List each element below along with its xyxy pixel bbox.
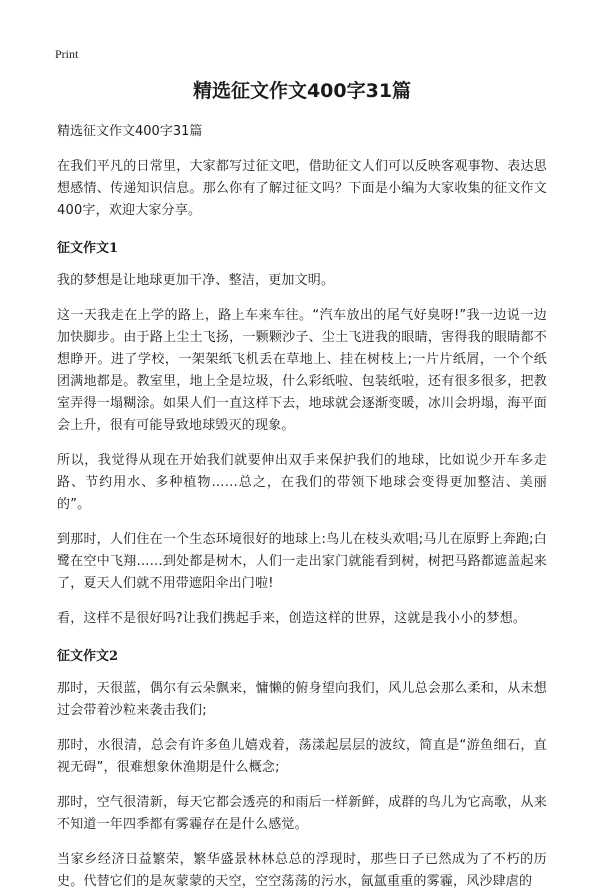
section-2-paragraph: 当家乡经济日益繁荣，繁华盛景林林总总的浮现时，那些日子已然成为了不朽的历史。代替它们的是灰蒙蒙的天空，空空荡荡的污水，氤氲重重的雾霾，风沙肆虐的 [57,852,547,889]
section-heading-1: 征文作文1 [57,241,119,256]
section-2-paragraph: 那时，天很蓝，偶尔有云朵飘来，慵懒的俯身望向我们，风儿总会那么柔和，从未想过会带着沙粒来袭击我们; [57,681,547,718]
section-1-paragraph: 这一天我走在上学的路上，路上车来车往。“汽车放出的尾气好臭呀!”我一边说一边加快脚步。由于路上尘土飞扬，一颗颗沙子、尘土飞进我的眼睛，害得我的眼睛都不想睁开。进了学校，一架架纸飞机丢在草地上、挂在树枝上;一片片纸屑，一个个纸团满地都是。教室里，地上全是垃圾，什么彩纸啦、包装纸啦，还有很多很多，把教室弄得一塌糊涂。如果人们一直这样下去，地球就会逐渐变暖，冰川会坍塌，海平面会上升，很有可能导致地球毁灭的现象。 [57,308,547,433]
section-1-paragraph: 看，这样不是很好吗?让我们携起手来，创造这样的世界，这就是我小小的梦想。 [57,611,527,626]
section-2-paragraph: 那时，空气很清新，每天它都会透亮的和雨后一样新鲜，成群的鸟儿为它高歌，从来不知道一年四季都有雾霾存在是什么感觉。 [57,795,547,832]
section-heading-2: 征文作文2 [57,649,119,664]
intro-paragraph: 在我们平凡的日常里，大家都写过征文吧，借助征文人们可以反映客观事物、表达思想感情、传递知识信息。那么你有了解过征文吗？下面是小编为大家收集的征文作文400字，欢迎大家分享。 [57,159,547,218]
document-title: 精选征文作文400字31篇 [192,80,412,102]
document-body [57,78,547,893]
section-1-paragraph: 所以，我觉得从现在开始我们就要伸出双手来保护我们的地球，比如说少开车多走路、节约用水、多种植物……总之，在我们的带领下地球会变得更加整洁、美丽的”。 [57,453,547,512]
document-subtitle: 精选征文作文400字31篇 [57,124,203,139]
section-2-paragraph: 那时，水很清，总会有许多鱼儿嬉戏着，荡漾起层层的波纹，简直是“游鱼细石，直视无碍”，很难想象休渔期是什么概念; [57,738,547,775]
print-link[interactable]: Print [55,47,79,61]
section-1-paragraph: 到那时，人们住在一个生态环境很好的地球上:鸟儿在枝头欢唱;马儿在原野上奔跑;白鹭在空中飞翔……到处都是树木，人们一走出家门就能看到树，树把马路都遮盖起来了，夏天人们就不用带遮阳伞出门啦! [57,532,547,591]
section-1-paragraph: 我的梦想是让地球更加干净、整洁，更加文明。 [57,273,335,288]
